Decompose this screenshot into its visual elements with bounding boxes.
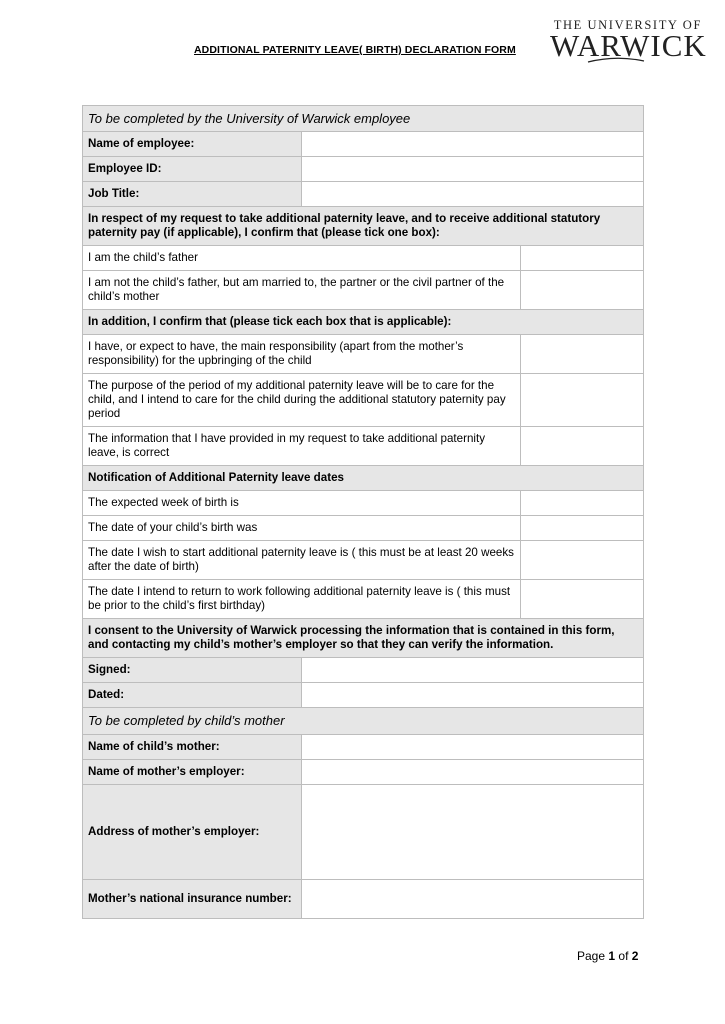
confirm-info-label: The information that I have provided in my request to take additional paternity leave, is correct [83,427,521,466]
table-row [83,785,644,880]
signed-label: Signed: [83,658,302,683]
employee-id-field[interactable] [302,157,644,182]
table-row [83,335,644,374]
confirm-responsibility-label: I have, or expect to have, the main responsibility (apart from the mother’s responsibility) for the upbringing of the child [83,335,521,374]
job-title-label: Job Title: [83,182,302,207]
table-row [83,466,644,491]
table-row [83,182,644,207]
national-insurance-field[interactable] [302,880,644,919]
logo-swoosh-icon [586,56,646,64]
expected-week-field[interactable] [521,491,644,516]
expected-week-label: The expected week of birth is [83,491,521,516]
table-row [83,541,644,580]
leave-start-field[interactable] [521,541,644,580]
page-current: 1 [608,949,616,963]
dated-label: Dated: [83,683,302,708]
mother-employer-label: Name of mother’s employer: [83,760,302,785]
employee-section-row [83,106,644,132]
table-row [83,207,644,246]
confirm-purpose-checkbox[interactable] [521,374,644,427]
table-row [83,580,644,619]
job-title-field[interactable] [302,182,644,207]
page-label: Page [577,949,606,963]
birth-date-field[interactable] [521,516,644,541]
table-row [83,132,644,157]
table-row [83,880,644,919]
table-row [83,735,644,760]
employee-section-heading: To be completed by the University of Warwick employee [83,106,644,132]
page-number [577,949,638,963]
table-row [83,491,644,516]
table-row [83,658,644,683]
page-of: of [618,949,629,963]
return-date-field[interactable] [521,580,644,619]
leave-start-label: The date I wish to start additional paternity leave is ( this must be at least 20 weeks after the date of birth) [83,541,521,580]
form-title: ADDITIONAL PATERNITY LEAVE( BIRTH) DECLARATION FORM [194,44,516,56]
option-partner-checkbox[interactable] [521,271,644,310]
confirm-heading: In addition, I confirm that (please tick each box that is applicable): [83,310,644,335]
option-partner-label: I am not the child’s father, but am married to, the partner or the civil partner of the child’s mother [83,271,521,310]
signed-field[interactable] [302,658,644,683]
mother-employer-field[interactable] [302,760,644,785]
table-row [83,157,644,182]
notification-heading: Notification of Additional Paternity leave dates [83,466,644,491]
table-row [83,683,644,708]
table-row [83,271,644,310]
mother-name-field[interactable] [302,735,644,760]
confirm-responsibility-checkbox[interactable] [521,335,644,374]
return-date-label: The date I intend to return to work following additional paternity leave is ( this must be prior to the child’s first birthday) [83,580,521,619]
table-row [83,760,644,785]
consent-statement: I consent to the University of Warwick processing the information that is contained in this form, and contacting my child’s mother’s employer so that they can verify the information. [83,619,644,658]
national-insurance-label: Mother’s national insurance number: [83,880,302,919]
table-row [83,374,644,427]
birth-date-label: The date of your child’s birth was [83,516,521,541]
declaration-form-table [82,105,644,919]
employer-address-field[interactable] [302,785,644,880]
request-heading: In respect of my request to take additional paternity leave, and to receive additional statutory paternity pay (if applicable), I confirm that (please tick one box): [83,207,644,246]
table-row [83,619,644,658]
university-logo [550,18,707,66]
mother-section-heading: To be completed by child’s mother [83,708,644,735]
confirm-info-checkbox[interactable] [521,427,644,466]
mother-section-row [83,708,644,735]
table-row [83,310,644,335]
mother-name-label: Name of child’s mother: [83,735,302,760]
option-father-label: I am the child’s father [83,246,521,271]
employee-id-label: Employee ID: [83,157,302,182]
logo-main-text: WARWICK [550,28,707,63]
option-father-checkbox[interactable] [521,246,644,271]
dated-field[interactable] [302,683,644,708]
logo-top-text: THE UNIVERSITY OF [553,18,702,32]
employee-name-field[interactable] [302,132,644,157]
table-row [83,427,644,466]
employer-address-label: Address of mother’s employer: [83,785,302,880]
page-total: 2 [631,949,639,963]
table-row [83,246,644,271]
table-row [83,516,644,541]
employee-name-label: Name of employee: [83,132,302,157]
confirm-purpose-label: The purpose of the period of my additional paternity leave will be to care for the child, and I intend to care for the child during the additional statutory paternity pay period [83,374,521,427]
